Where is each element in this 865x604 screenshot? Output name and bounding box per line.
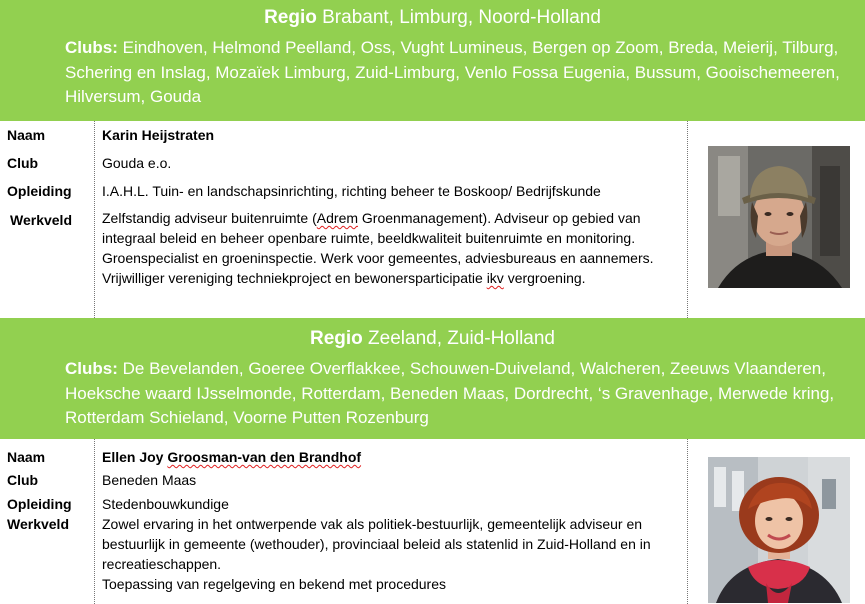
clubs-label: Clubs: [65, 359, 118, 378]
opleiding-value: I.A.H.L. Tuin- en landschapsinrichting, richting beheer te Boskoop/ Bedrijfskunde [102, 183, 601, 199]
region-header-1 [0, 0, 865, 121]
naam-value: Karin Heijstraten [102, 127, 215, 143]
region-title [0, 6, 865, 30]
werkveld-value [102, 514, 682, 594]
region-title-names: Brabant, Limburg, Noord-Holland [316, 7, 601, 28]
portrait-image [708, 146, 850, 288]
werkveld-text: Toepassing van regelgeving en bekend met procedures [102, 576, 447, 592]
club-value: Beneden Maas [102, 472, 197, 488]
region-title-label: Regio [264, 7, 317, 28]
club-value: Gouda e.o. [102, 155, 172, 171]
opleiding-value: Stedenbouwkundige [102, 496, 229, 512]
region-title [0, 327, 865, 351]
werkveld-value: Zelfstandig adviseur buitenruimte (Adrem Groenmanagement). Adviseur op gebied van integraal beleid en beheer openbare ruimte, beeldkwaliteit buitenruimte en monitoring. Groenspecialist en groeninspectie. Werk voor gemeentes, adviesbureaus en aannemers. Vrijwilliger vereniging techniekproject en bewonersparticipatie ikv vergroening. [102, 210, 654, 286]
region-clubs [0, 357, 865, 431]
person-table-2 [0, 439, 865, 604]
person-table-1 [0, 121, 865, 318]
werkveld-text: Zowel ervaring in het ontwerpende vak als politiek-bestuurlijk, gemeentelijk adviseur en bestuurlijk in gemeente (wethouder), provinciaal beleid als statenlid in Zuid-Holland en in recreatieschappen. [102, 516, 651, 572]
portrait-photo [708, 457, 850, 603]
column-divider [94, 439, 95, 604]
club-label: Club [7, 155, 39, 171]
spellcheck-mark: Groosman-van den Brandhof [167, 449, 362, 465]
naam-label: Naam [7, 127, 46, 143]
portrait-photo [708, 146, 850, 288]
clubs-label: Clubs: [65, 38, 118, 57]
portrait-image [708, 457, 850, 603]
clubs-list: De Bevelanden, Goeree Overflakkee, Schouwen-Duiveland, Walcheren, Zeeuws Vlaanderen, Hoeksche waard IJsselmonde, Rotterdam, Beneden Maas, Dordrecht, ‘s Gravenhage, Merwede kring, Rotterdam Schieland, Voorne Putten Rozenburg [65, 359, 835, 427]
region-title-names: Zeeland, Zuid-Holland [362, 328, 555, 349]
werkveld-label: Werkveld [10, 212, 72, 228]
werkveld-label: Werkveld [7, 516, 69, 532]
spellcheck-mark: Adrem [316, 210, 359, 226]
naam-label: Naam [7, 449, 46, 465]
region-clubs [0, 36, 865, 110]
column-divider [94, 121, 95, 318]
club-label: Club [7, 472, 39, 488]
clubs-list: Eindhoven, Helmond Peelland, Oss, Vught Lumineus, Bergen op Zoom, Breda, Meierij, Tilburg, Schering en Inslag, Mozaïek Limburg, Zuid-Limburg, Venlo Fossa Eugenia, Bussum, Gooischemeeren, Hilversum, Gouda [65, 38, 840, 106]
opleiding-label: Opleiding [7, 183, 72, 199]
region-title-label: Regio [310, 328, 363, 349]
naam-value: Ellen Joy Groosman-van den Brandhof [102, 449, 362, 465]
opleiding-label: Opleiding [7, 496, 72, 512]
column-divider [687, 439, 688, 604]
region-header-2 [0, 318, 865, 439]
column-divider [687, 121, 688, 318]
spellcheck-mark: ikv [486, 270, 504, 286]
